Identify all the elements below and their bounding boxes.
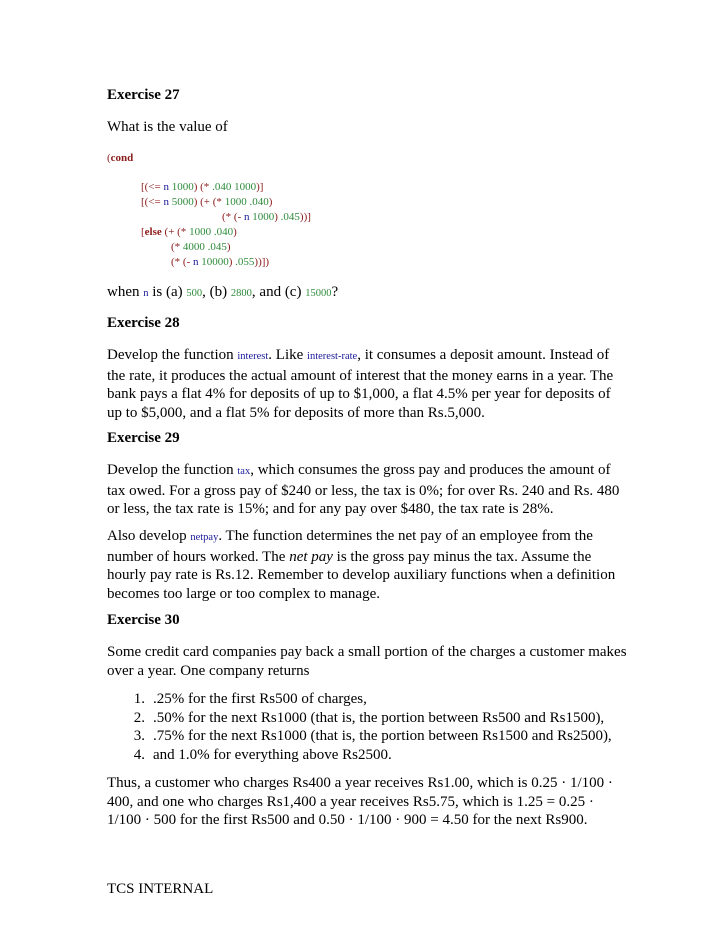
code-var: n <box>244 211 250 223</box>
list-text: .25% for the first Rs500 of charges, <box>153 691 367 707</box>
code-var: n <box>193 256 199 268</box>
code-token: (* (- <box>222 211 244 223</box>
code-token: [(<= <box>141 196 164 208</box>
code-number: .045 <box>280 211 300 223</box>
code-number: 1000 <box>171 181 194 193</box>
list-number: 4. <box>133 746 145 763</box>
code-number: 10000 <box>201 256 229 268</box>
text-span: . The function determines the net pay of an employee from the number of hours worked. The <box>107 528 593 565</box>
text-span: is the gross pay minus the tax. Assume the hourly pay rate is Rs.12. Remember to develop auxiliary functions when a definition becomes too large or too complex to manage. <box>107 548 616 602</box>
exercise-29-paragraph-2 <box>107 527 627 603</box>
function-name-netpay: netpay <box>190 532 219 543</box>
code-number: 5000 <box>171 196 194 208</box>
exercise-30-list <box>107 690 612 764</box>
exercise-30-paragraph-2: Thus, a customer who charges Rs400 a year receives Rs1.00, which is 0.25 · 1/100 · 400, and one who charges Rs1,400 a year receives Rs5.75, which is 1.25 = 0.25 · 1/100 · 500 for the first Rs500 and 0.50 · 1/100 · 900 = 4.50 for the next Rs900. <box>107 775 613 829</box>
code-number: 1000 <box>252 211 275 223</box>
function-name-interest-rate: interest-rate <box>307 351 358 362</box>
list-text: .75% for the next Rs1000 (that is, the portion between Rs1500 and Rs2500), <box>153 728 612 745</box>
footer-label: TCS INTERNAL <box>107 881 214 897</box>
text-span: Develop the function <box>107 347 238 363</box>
text-span: , it consumes a deposit amount. Instead of the rate, it produces the actual amount of interest that the money earns in a year. The bank pays a flat 4% for deposits of up to $1,000, a flat 4.5% per year for deposits of up to $5,000, and a flat 5% for deposits of more than Rs.5,000. <box>107 347 614 421</box>
code-line-4 <box>141 226 237 238</box>
code-token: ) <box>226 241 231 253</box>
code-cond-keyword: cond <box>110 152 134 164</box>
text-span: Also develop <box>107 528 191 544</box>
exercise-30-heading: Exercise 30 <box>107 612 180 628</box>
code-number: 1000 <box>189 226 212 238</box>
list-item <box>107 690 612 709</box>
text-span: ? <box>331 284 339 300</box>
text-span: , and (c) <box>251 284 306 300</box>
code-token: ) <box>233 226 237 238</box>
exercise-30-paragraph-1: Some credit card companies pay back a small portion of the charges a customer makes over a year. One company returns <box>107 644 627 679</box>
exercise-28-heading: Exercise 28 <box>107 315 180 331</box>
list-number: 2. <box>133 709 145 726</box>
code-number: 1000 <box>224 196 247 208</box>
code-var: n <box>163 181 169 193</box>
value-b: 2800 <box>230 288 252 299</box>
code-token: ))]) <box>254 256 270 268</box>
code-token: [(<= <box>141 181 164 193</box>
text-span: , (b) <box>202 284 231 300</box>
text-span: Develop the function <box>107 462 238 478</box>
code-number: .040 <box>249 196 269 208</box>
var-n: n <box>143 288 149 299</box>
value-a: 500 <box>186 288 203 299</box>
text-span: , which consumes the gross pay and produces the amount of tax owed. For a gross pay of $240 or less, the tax is 0%; for over Rs. 240 and Rs. 480 or less, the tax rate is 15%; and for any pay over $480, the tax rate is 28%. <box>107 462 620 518</box>
exercise-28-paragraph <box>107 346 627 422</box>
code-token: )] <box>256 181 264 193</box>
text-span: is (a) <box>148 284 187 300</box>
code-line-6 <box>171 256 269 268</box>
code-token: (* (- <box>171 256 193 268</box>
code-number: .045 <box>207 241 227 253</box>
code-token: (* <box>171 241 183 253</box>
code-number: .040 <box>212 181 232 193</box>
list-number: 3. <box>133 728 145 745</box>
code-else-keyword: else <box>144 226 162 238</box>
emphasis-net-pay: net pay <box>289 548 333 565</box>
code-line-cond <box>107 152 133 164</box>
exercise-29-paragraph-1 <box>107 461 627 519</box>
code-token: [ <box>141 226 145 238</box>
exercise-29-heading: Exercise 29 <box>107 430 180 446</box>
code-token: (+ (* <box>161 226 190 238</box>
code-var: n <box>163 196 169 208</box>
code-open-paren: ( <box>107 152 111 164</box>
exercise-27-when-line <box>107 283 627 304</box>
code-number: 4000 <box>182 241 205 253</box>
text-span: . Like <box>268 347 308 363</box>
code-line-2 <box>141 196 272 208</box>
list-item <box>107 746 612 765</box>
code-line-3 <box>222 211 311 223</box>
code-number: .040 <box>213 226 234 238</box>
text-span: when <box>107 284 144 300</box>
code-number: 1000 <box>234 181 257 193</box>
list-text: .50% for the next Rs1000 (that is, the portion between Rs500 and Rs1500), <box>153 709 605 726</box>
function-name-tax: tax <box>237 466 251 477</box>
code-token: ) <box>274 211 281 223</box>
list-item <box>107 709 612 728</box>
list-text: and 1.0% for everything above Rs2500. <box>153 746 392 763</box>
value-c: 15000 <box>305 288 332 299</box>
code-token: ) (* <box>193 181 213 193</box>
code-line-1 <box>141 181 263 193</box>
code-line-5 <box>171 241 231 253</box>
function-name-interest: interest <box>237 351 269 362</box>
code-token: ))] <box>299 211 311 223</box>
code-token: ) (+ (* <box>193 196 225 208</box>
code-token: ) <box>228 256 236 268</box>
exercise-27-question: What is the value of <box>107 119 228 135</box>
exercise-27-heading: Exercise 27 <box>107 87 180 103</box>
list-item <box>107 727 612 746</box>
list-number: 1. <box>133 691 145 707</box>
code-token: ) <box>268 196 273 208</box>
code-number: .055 <box>235 256 255 268</box>
